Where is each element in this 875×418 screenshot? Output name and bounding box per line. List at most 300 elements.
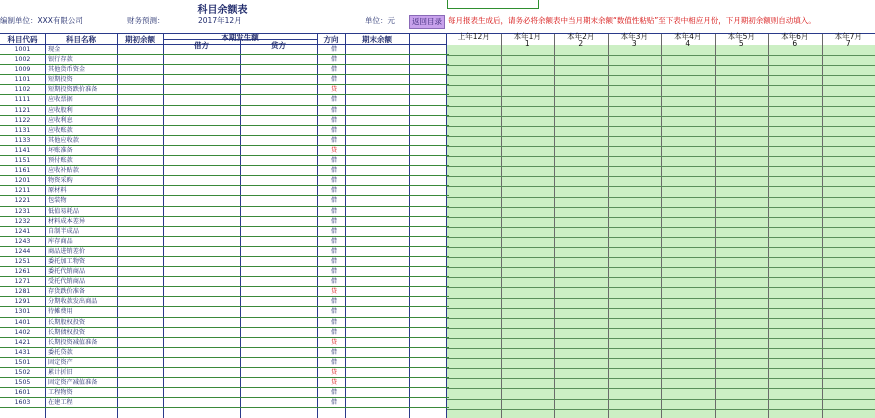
credit-cell[interactable] bbox=[243, 115, 320, 125]
account-code: 1281 bbox=[0, 287, 45, 297]
direction-cell: 借 bbox=[320, 267, 348, 277]
credit-cell[interactable] bbox=[243, 256, 320, 266]
account-code: 1211 bbox=[0, 186, 45, 196]
month-row-divider bbox=[447, 368, 875, 369]
opening-balance-cell[interactable] bbox=[120, 287, 166, 297]
credit-cell[interactable] bbox=[243, 267, 320, 277]
closing-balance-cell[interactable] bbox=[348, 357, 412, 367]
opening-balance-cell[interactable] bbox=[120, 145, 166, 155]
debit-cell[interactable] bbox=[166, 297, 243, 307]
closing-balance-cell[interactable] bbox=[348, 307, 412, 317]
instruction-note: 每月报表生成后，请务必将余额表中当月期末余额“数值性粘贴”至下表中相应月份，下月期初余额则自动填入。 bbox=[448, 16, 816, 25]
opening-balance-cell[interactable] bbox=[120, 206, 166, 216]
closing-balance-cell[interactable] bbox=[348, 95, 412, 105]
month-col-divider bbox=[822, 33, 823, 418]
direction-cell: 借 bbox=[320, 357, 348, 367]
direction-cell: 借 bbox=[320, 256, 348, 266]
debit-cell[interactable] bbox=[166, 357, 243, 367]
account-name: 现金 bbox=[45, 45, 120, 55]
account-name: 库存商品 bbox=[45, 236, 120, 246]
closing-balance-cell[interactable] bbox=[348, 226, 412, 236]
credit-cell[interactable] bbox=[243, 368, 320, 378]
account-code: 1401 bbox=[0, 317, 45, 327]
spacer-cell bbox=[412, 398, 449, 408]
table-row bbox=[0, 176, 449, 186]
opening-balance-cell[interactable] bbox=[120, 256, 166, 266]
account-code: 1009 bbox=[0, 65, 45, 75]
table-row bbox=[0, 256, 449, 266]
debit-cell[interactable] bbox=[166, 287, 243, 297]
credit-cell[interactable] bbox=[243, 236, 320, 246]
month-label: 上年12月 bbox=[457, 32, 490, 41]
month-number: 6 bbox=[792, 39, 798, 48]
credit-cell[interactable] bbox=[243, 196, 320, 206]
month-row-divider bbox=[447, 65, 875, 66]
month-row-divider bbox=[447, 348, 875, 349]
closing-balance-cell[interactable] bbox=[348, 277, 412, 287]
debit-cell[interactable] bbox=[166, 317, 243, 327]
direction-cell: 借 bbox=[320, 166, 348, 176]
direction-cell: 借 bbox=[320, 75, 348, 85]
spacer-cell bbox=[412, 196, 449, 206]
closing-balance-cell[interactable] bbox=[348, 378, 412, 388]
month-row-divider bbox=[447, 186, 875, 187]
debit-cell[interactable] bbox=[166, 267, 243, 277]
credit-cell[interactable] bbox=[243, 75, 320, 85]
credit-cell[interactable] bbox=[243, 166, 320, 176]
table-row bbox=[0, 357, 449, 367]
month-col-divider bbox=[501, 33, 502, 418]
debit-cell[interactable] bbox=[166, 95, 243, 105]
spacer-cell bbox=[412, 85, 449, 95]
closing-balance-cell[interactable] bbox=[348, 267, 412, 277]
table-row bbox=[0, 55, 449, 65]
spacer-cell bbox=[412, 347, 449, 357]
table-row bbox=[0, 45, 449, 55]
table-row bbox=[0, 196, 449, 206]
account-name: 固定资产减值准备 bbox=[45, 378, 120, 388]
opening-balance-cell[interactable] bbox=[120, 166, 166, 176]
closing-balance-cell[interactable] bbox=[348, 206, 412, 216]
account-code: 1121 bbox=[0, 105, 45, 115]
header-closing: 期末余额 bbox=[362, 35, 392, 44]
credit-cell[interactable] bbox=[243, 297, 320, 307]
opening-balance-cell[interactable] bbox=[120, 216, 166, 226]
table-row bbox=[0, 297, 449, 307]
closing-balance-cell[interactable] bbox=[348, 368, 412, 378]
credit-cell[interactable] bbox=[243, 317, 320, 327]
account-code: 1244 bbox=[0, 246, 45, 256]
closing-balance-cell[interactable] bbox=[348, 337, 412, 347]
debit-cell[interactable] bbox=[166, 105, 243, 115]
opening-balance-cell[interactable] bbox=[120, 357, 166, 367]
debit-cell[interactable] bbox=[166, 388, 243, 398]
closing-balance-cell[interactable] bbox=[348, 75, 412, 85]
direction-cell: 借 bbox=[320, 135, 348, 145]
spacer-cell bbox=[412, 206, 449, 216]
debit-cell[interactable] bbox=[166, 85, 243, 95]
opening-balance-cell[interactable] bbox=[120, 267, 166, 277]
debit-cell[interactable] bbox=[166, 125, 243, 135]
header-opening: 期初余额 bbox=[125, 35, 155, 44]
debit-cell[interactable] bbox=[166, 45, 243, 55]
direction-cell: 借 bbox=[320, 327, 348, 337]
credit-cell[interactable] bbox=[243, 307, 320, 317]
spacer-cell bbox=[412, 55, 449, 65]
opening-balance-cell[interactable] bbox=[120, 156, 166, 166]
closing-balance-cell[interactable] bbox=[348, 287, 412, 297]
opening-balance-cell[interactable] bbox=[120, 105, 166, 115]
month-col-divider bbox=[554, 33, 555, 418]
spacer-cell bbox=[412, 135, 449, 145]
direction-cell: 贷 bbox=[320, 287, 348, 297]
spacer-cell bbox=[412, 287, 449, 297]
account-name: 在建工程 bbox=[45, 398, 120, 408]
debit-cell[interactable] bbox=[166, 176, 243, 186]
credit-cell[interactable] bbox=[243, 45, 320, 55]
direction-cell: 借 bbox=[320, 125, 348, 135]
credit-cell[interactable] bbox=[243, 347, 320, 357]
opening-balance-cell[interactable] bbox=[120, 75, 166, 85]
direction-cell: 借 bbox=[320, 226, 348, 236]
closing-balance-cell[interactable] bbox=[348, 135, 412, 145]
debit-cell[interactable] bbox=[166, 115, 243, 125]
opening-balance-cell[interactable] bbox=[120, 398, 166, 408]
spacer-cell bbox=[412, 307, 449, 317]
closing-balance-cell[interactable] bbox=[348, 105, 412, 115]
closing-balance-cell[interactable] bbox=[348, 45, 412, 55]
account-code: 1243 bbox=[0, 236, 45, 246]
account-code: 1291 bbox=[0, 297, 45, 307]
credit-cell[interactable] bbox=[243, 226, 320, 236]
direction-cell: 借 bbox=[320, 65, 348, 75]
debit-cell[interactable] bbox=[166, 55, 243, 65]
month-label: 本年1月 bbox=[513, 32, 541, 41]
opening-balance-cell[interactable] bbox=[120, 45, 166, 55]
debit-cell[interactable] bbox=[166, 337, 243, 347]
direction-cell: 借 bbox=[320, 176, 348, 186]
month-row-divider bbox=[447, 116, 875, 117]
opening-balance-cell[interactable] bbox=[120, 95, 166, 105]
opening-balance-cell[interactable] bbox=[120, 337, 166, 347]
month-row-divider bbox=[447, 277, 875, 278]
debit-cell[interactable] bbox=[166, 378, 243, 388]
account-name: 待摊费用 bbox=[45, 307, 120, 317]
spacer-cell bbox=[412, 216, 449, 226]
credit-cell[interactable] bbox=[243, 156, 320, 166]
credit-cell[interactable] bbox=[243, 357, 320, 367]
account-name: 其他货币资金 bbox=[45, 65, 120, 75]
debit-cell[interactable] bbox=[166, 65, 243, 75]
table-row bbox=[0, 65, 449, 75]
table-row bbox=[0, 246, 449, 256]
direction-cell: 借 bbox=[320, 55, 348, 65]
direction-cell: 贷 bbox=[320, 337, 348, 347]
period-label: 财务预测： bbox=[127, 16, 165, 25]
closing-balance-cell[interactable] bbox=[348, 297, 412, 307]
month-header bbox=[715, 33, 769, 47]
table-row bbox=[0, 378, 449, 388]
credit-cell[interactable] bbox=[243, 55, 320, 65]
debit-cell[interactable] bbox=[166, 135, 243, 145]
closing-balance-cell[interactable] bbox=[348, 327, 412, 337]
debit-cell[interactable] bbox=[166, 145, 243, 155]
direction-cell: 贷 bbox=[320, 145, 348, 155]
debit-cell[interactable] bbox=[166, 226, 243, 236]
spacer-cell bbox=[412, 75, 449, 85]
direction-cell: 借 bbox=[320, 156, 348, 166]
direction-cell: 借 bbox=[320, 45, 348, 55]
opening-balance-cell[interactable] bbox=[120, 378, 166, 388]
account-code: 1251 bbox=[0, 256, 45, 266]
credit-cell[interactable] bbox=[243, 206, 320, 216]
spacer-cell bbox=[412, 256, 449, 266]
debit-cell[interactable] bbox=[166, 368, 243, 378]
month-row-divider bbox=[447, 75, 875, 76]
header-debit: 借方 bbox=[194, 41, 209, 50]
account-code: 1002 bbox=[0, 55, 45, 65]
opening-balance-cell[interactable] bbox=[120, 115, 166, 125]
month-col-divider bbox=[715, 33, 716, 418]
account-code: 1151 bbox=[0, 156, 45, 166]
opening-balance-cell[interactable] bbox=[120, 226, 166, 236]
spacer-cell bbox=[412, 226, 449, 236]
account-code: 1131 bbox=[0, 125, 45, 135]
credit-cell[interactable] bbox=[243, 398, 320, 408]
month-header bbox=[768, 33, 822, 47]
account-name: 委托加工物资 bbox=[45, 256, 120, 266]
month-row-divider bbox=[447, 328, 875, 329]
credit-cell[interactable] bbox=[243, 145, 320, 155]
opening-balance-cell[interactable] bbox=[120, 125, 166, 135]
debit-cell[interactable] bbox=[166, 156, 243, 166]
debit-cell[interactable] bbox=[166, 236, 243, 246]
opening-balance-cell[interactable] bbox=[120, 388, 166, 398]
closing-balance-cell[interactable] bbox=[348, 216, 412, 226]
closing-balance-cell[interactable] bbox=[348, 176, 412, 186]
closing-balance-cell[interactable] bbox=[348, 125, 412, 135]
account-code: 1501 bbox=[0, 357, 45, 367]
account-code: 1232 bbox=[0, 216, 45, 226]
account-code: 1601 bbox=[0, 388, 45, 398]
debit-cell[interactable] bbox=[166, 216, 243, 226]
closing-balance-cell[interactable] bbox=[348, 398, 412, 408]
account-name: 委托代销商品 bbox=[45, 267, 120, 277]
return-to-index-button[interactable]: 返回目录 bbox=[409, 15, 445, 29]
table-row bbox=[0, 327, 449, 337]
month-row-divider bbox=[447, 338, 875, 339]
account-name: 委托贷款 bbox=[45, 347, 120, 357]
opening-balance-cell[interactable] bbox=[120, 85, 166, 95]
opening-balance-cell[interactable] bbox=[120, 347, 166, 357]
debit-cell[interactable] bbox=[166, 256, 243, 266]
month-row-divider bbox=[447, 409, 875, 410]
direction-cell: 借 bbox=[320, 105, 348, 115]
closing-balance-cell[interactable] bbox=[348, 156, 412, 166]
month-row-divider bbox=[447, 176, 875, 177]
direction-cell: 借 bbox=[320, 95, 348, 105]
closing-balance-cell[interactable] bbox=[348, 236, 412, 246]
opening-balance-cell[interactable] bbox=[120, 135, 166, 145]
month-row-divider bbox=[447, 207, 875, 208]
credit-cell[interactable] bbox=[243, 176, 320, 186]
debit-cell[interactable] bbox=[166, 277, 243, 287]
credit-cell[interactable] bbox=[243, 277, 320, 287]
account-code: 1201 bbox=[0, 176, 45, 186]
spacer-cell bbox=[412, 297, 449, 307]
opening-balance-cell[interactable] bbox=[120, 176, 166, 186]
opening-balance-cell[interactable] bbox=[120, 55, 166, 65]
account-name: 应收账款 bbox=[45, 125, 120, 135]
opening-balance-cell[interactable] bbox=[120, 246, 166, 256]
month-row-divider bbox=[447, 378, 875, 379]
month-row-divider bbox=[447, 166, 875, 167]
debit-cell[interactable] bbox=[166, 206, 243, 216]
opening-balance-cell[interactable] bbox=[120, 317, 166, 327]
table-row bbox=[0, 135, 449, 145]
month-row-divider bbox=[447, 318, 875, 319]
month-number: 7 bbox=[845, 39, 851, 48]
closing-balance-cell[interactable] bbox=[348, 246, 412, 256]
table-row bbox=[0, 226, 449, 236]
account-name: 工程物资 bbox=[45, 388, 120, 398]
account-name: 原材料 bbox=[45, 186, 120, 196]
account-table bbox=[0, 45, 449, 408]
account-code: 1221 bbox=[0, 196, 45, 206]
direction-cell: 借 bbox=[320, 297, 348, 307]
closing-balance-cell[interactable] bbox=[348, 65, 412, 75]
credit-cell[interactable] bbox=[243, 378, 320, 388]
opening-balance-cell[interactable] bbox=[120, 327, 166, 337]
closing-balance-cell[interactable] bbox=[348, 115, 412, 125]
opening-balance-cell[interactable] bbox=[120, 65, 166, 75]
table-row bbox=[0, 388, 449, 398]
month-label: 本年5月 bbox=[727, 32, 755, 41]
closing-balance-cell[interactable] bbox=[348, 196, 412, 206]
closing-balance-cell[interactable] bbox=[348, 186, 412, 196]
account-name: 长期股权投资 bbox=[45, 317, 120, 327]
spacer-cell bbox=[412, 368, 449, 378]
credit-cell[interactable] bbox=[243, 125, 320, 135]
account-code: 1271 bbox=[0, 277, 45, 287]
account-name: 应收补贴款 bbox=[45, 166, 120, 176]
table-row bbox=[0, 95, 449, 105]
closing-balance-cell[interactable] bbox=[348, 145, 412, 155]
account-name: 自制半成品 bbox=[45, 226, 120, 236]
table-row bbox=[0, 166, 449, 176]
month-label: 本年7月 bbox=[834, 32, 862, 41]
month-row-divider bbox=[447, 358, 875, 359]
direction-cell: 借 bbox=[320, 388, 348, 398]
account-code: 1101 bbox=[0, 75, 45, 85]
month-number: 5 bbox=[738, 39, 744, 48]
opening-balance-cell[interactable] bbox=[120, 307, 166, 317]
closing-balance-cell[interactable] bbox=[348, 85, 412, 95]
month-row-divider bbox=[447, 197, 875, 198]
month-row-divider bbox=[447, 257, 875, 258]
spacer-cell bbox=[412, 166, 449, 176]
account-code: 1301 bbox=[0, 307, 45, 317]
debit-cell[interactable] bbox=[166, 307, 243, 317]
header-name: 科目名称 bbox=[66, 35, 96, 44]
account-code: 1421 bbox=[0, 337, 45, 347]
month-row-divider bbox=[447, 237, 875, 238]
closing-balance-cell[interactable] bbox=[348, 317, 412, 327]
credit-cell[interactable] bbox=[243, 388, 320, 398]
closing-balance-cell[interactable] bbox=[348, 388, 412, 398]
credit-cell[interactable] bbox=[243, 216, 320, 226]
month-row-divider bbox=[447, 217, 875, 218]
opening-balance-cell[interactable] bbox=[120, 196, 166, 206]
debit-cell[interactable] bbox=[166, 166, 243, 176]
debit-cell[interactable] bbox=[166, 398, 243, 408]
month-row-divider bbox=[447, 247, 875, 248]
credit-cell[interactable] bbox=[243, 135, 320, 145]
account-name: 预付账款 bbox=[45, 156, 120, 166]
closing-balance-cell[interactable] bbox=[348, 55, 412, 65]
spacer-cell bbox=[412, 277, 449, 287]
account-name: 短期投资跌价准备 bbox=[45, 85, 120, 95]
month-row-divider bbox=[447, 146, 875, 147]
debit-cell[interactable] bbox=[166, 327, 243, 337]
header-direction: 方向 bbox=[323, 35, 339, 44]
debit-cell[interactable] bbox=[166, 246, 243, 256]
account-code: 1001 bbox=[0, 45, 45, 55]
credit-cell[interactable] bbox=[243, 95, 320, 105]
credit-cell[interactable] bbox=[243, 85, 320, 95]
month-row-divider bbox=[447, 106, 875, 107]
credit-cell[interactable] bbox=[243, 105, 320, 115]
opening-balance-cell[interactable] bbox=[120, 236, 166, 246]
month-header bbox=[661, 33, 715, 47]
opening-balance-cell[interactable] bbox=[120, 297, 166, 307]
credit-cell[interactable] bbox=[243, 246, 320, 256]
opening-balance-cell[interactable] bbox=[120, 277, 166, 287]
credit-cell[interactable] bbox=[243, 337, 320, 347]
spacer-cell bbox=[412, 125, 449, 135]
credit-cell[interactable] bbox=[243, 65, 320, 75]
table-row bbox=[0, 115, 449, 125]
account-name: 长期债权投资 bbox=[45, 327, 120, 337]
account-code: 1161 bbox=[0, 166, 45, 176]
header-credit: 贷方 bbox=[271, 41, 286, 50]
account-code: 1141 bbox=[0, 145, 45, 155]
closing-balance-cell[interactable] bbox=[348, 256, 412, 266]
closing-balance-cell[interactable] bbox=[348, 347, 412, 357]
month-number: 3 bbox=[631, 39, 637, 48]
opening-balance-cell[interactable] bbox=[120, 368, 166, 378]
credit-cell[interactable] bbox=[243, 327, 320, 337]
credit-cell[interactable] bbox=[243, 287, 320, 297]
debit-cell[interactable] bbox=[166, 347, 243, 357]
credit-cell[interactable] bbox=[243, 186, 320, 196]
table-row bbox=[0, 145, 449, 155]
spacer-cell bbox=[412, 145, 449, 155]
spacer-cell bbox=[412, 246, 449, 256]
spacer-cell bbox=[412, 105, 449, 115]
table-row bbox=[0, 347, 449, 357]
spacer-cell bbox=[412, 156, 449, 166]
debit-cell[interactable] bbox=[166, 186, 243, 196]
opening-balance-cell[interactable] bbox=[120, 186, 166, 196]
month-col-divider bbox=[608, 33, 609, 418]
month-number: 4 bbox=[685, 39, 691, 48]
debit-cell[interactable] bbox=[166, 196, 243, 206]
spacer-cell bbox=[412, 65, 449, 75]
debit-cell[interactable] bbox=[166, 75, 243, 85]
closing-balance-cell[interactable] bbox=[348, 166, 412, 176]
month-col-divider bbox=[661, 33, 662, 418]
